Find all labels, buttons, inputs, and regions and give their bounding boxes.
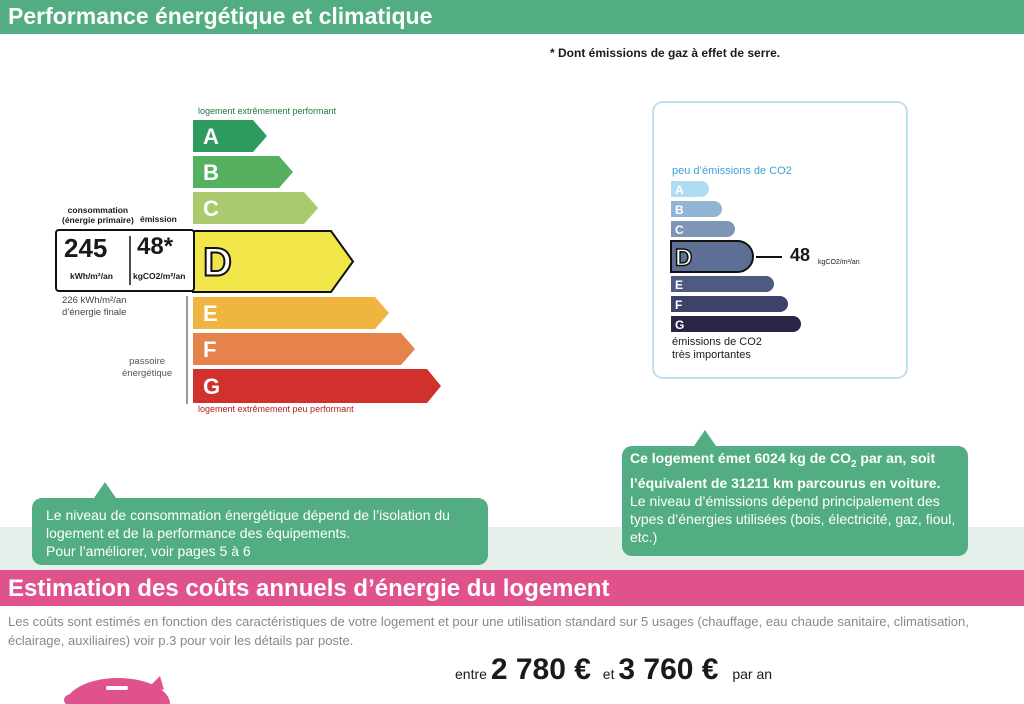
cost-suffix: par an [732, 666, 773, 682]
emission-value: 48* [137, 233, 174, 260]
dpe-label-bottom: logement extrêmement peu performant [198, 404, 354, 414]
bubble-ges-line1-a: Ce logement émet 6024 kg de CO [630, 450, 851, 466]
bubble-ges-rest: Le niveau d’émissions dépend principalement des types d’énergies utilisées (bois, électricité, gaz, fioul, etc.) [630, 492, 956, 545]
emission-label: émission [140, 214, 177, 224]
costs-intro: Les coûts sont estimés en fonction des caractéristiques de votre logement et pour une utilisation standard sur 5 usages (chauffage, eau chaude sanitaire, climatisation, éclairage, auxiliaires) voir p.3 pour voir les détails par poste. [8, 614, 969, 648]
ges-letter-a: A [675, 183, 684, 197]
dpe-letter-c: C [203, 196, 219, 221]
cost-mid: et [602, 666, 615, 682]
cost-prefix: entre [455, 666, 487, 682]
cost-high: 3 760 € [618, 653, 719, 686]
emission-unit: kgCO2/m²/an [133, 271, 186, 281]
footnote: * Dont émissions de gaz à effet de serre. [550, 46, 781, 60]
ges-letter-d: D [675, 244, 693, 272]
ges-letter-c: C [675, 223, 684, 237]
ges-letter-e: E [675, 278, 684, 292]
consumption-value: 245 [64, 233, 108, 263]
ges-letter-f: F [675, 298, 683, 312]
costs-title: Estimation des coûts annuels d’énergie du logement [8, 575, 610, 602]
dpe-letter-e: E [203, 301, 218, 326]
bubble-energy-line: Le niveau de consommation énergétique dépend de l’isolation du [46, 507, 450, 523]
bubble-ges-line2-text: l’équivalent de 31211 km parcourus en voiture. [630, 474, 941, 491]
dpe-letter-d: D [203, 240, 232, 285]
dpe-letter-a: A [203, 124, 219, 149]
bubble-ges-line1-b: par an, soit [856, 450, 936, 466]
cost-low: 2 780 € [490, 653, 591, 686]
final-energy: 226 kWh/m²/an d’énergie finale [62, 295, 127, 318]
ges-unit: kgCO2/m²/an [818, 259, 860, 266]
dpe-letter-g: G [203, 374, 221, 399]
performance-title: Performance énergétique et climatique [8, 3, 433, 29]
bubble-energy-line: Pour l’améliorer, voir pages 5 à 6 [46, 543, 251, 559]
bubble-energy-line: logement et de la performance des équipements. [46, 525, 351, 541]
ges-letter-g: G [675, 318, 685, 332]
dpe-letter-b: B [203, 160, 219, 185]
consumption-label-text: consommation (énergie primaire) [62, 205, 134, 225]
ges-value: 48 [790, 245, 811, 265]
ges-label-top: peu d’émissions de CO2 [672, 165, 792, 177]
ges-letter-b: B [675, 203, 684, 217]
ges-label-bottom: émissions de CO2 très importantes [672, 336, 762, 361]
dpe-letter-f: F [203, 337, 217, 362]
bubble-ges-line1-sub: 2 [850, 458, 857, 470]
dpe-label-top: logement extrêmement performant [198, 106, 337, 116]
passoire-label: passoire énergétique [122, 356, 173, 379]
consumption-unit: kWh/m²/an [70, 271, 113, 281]
